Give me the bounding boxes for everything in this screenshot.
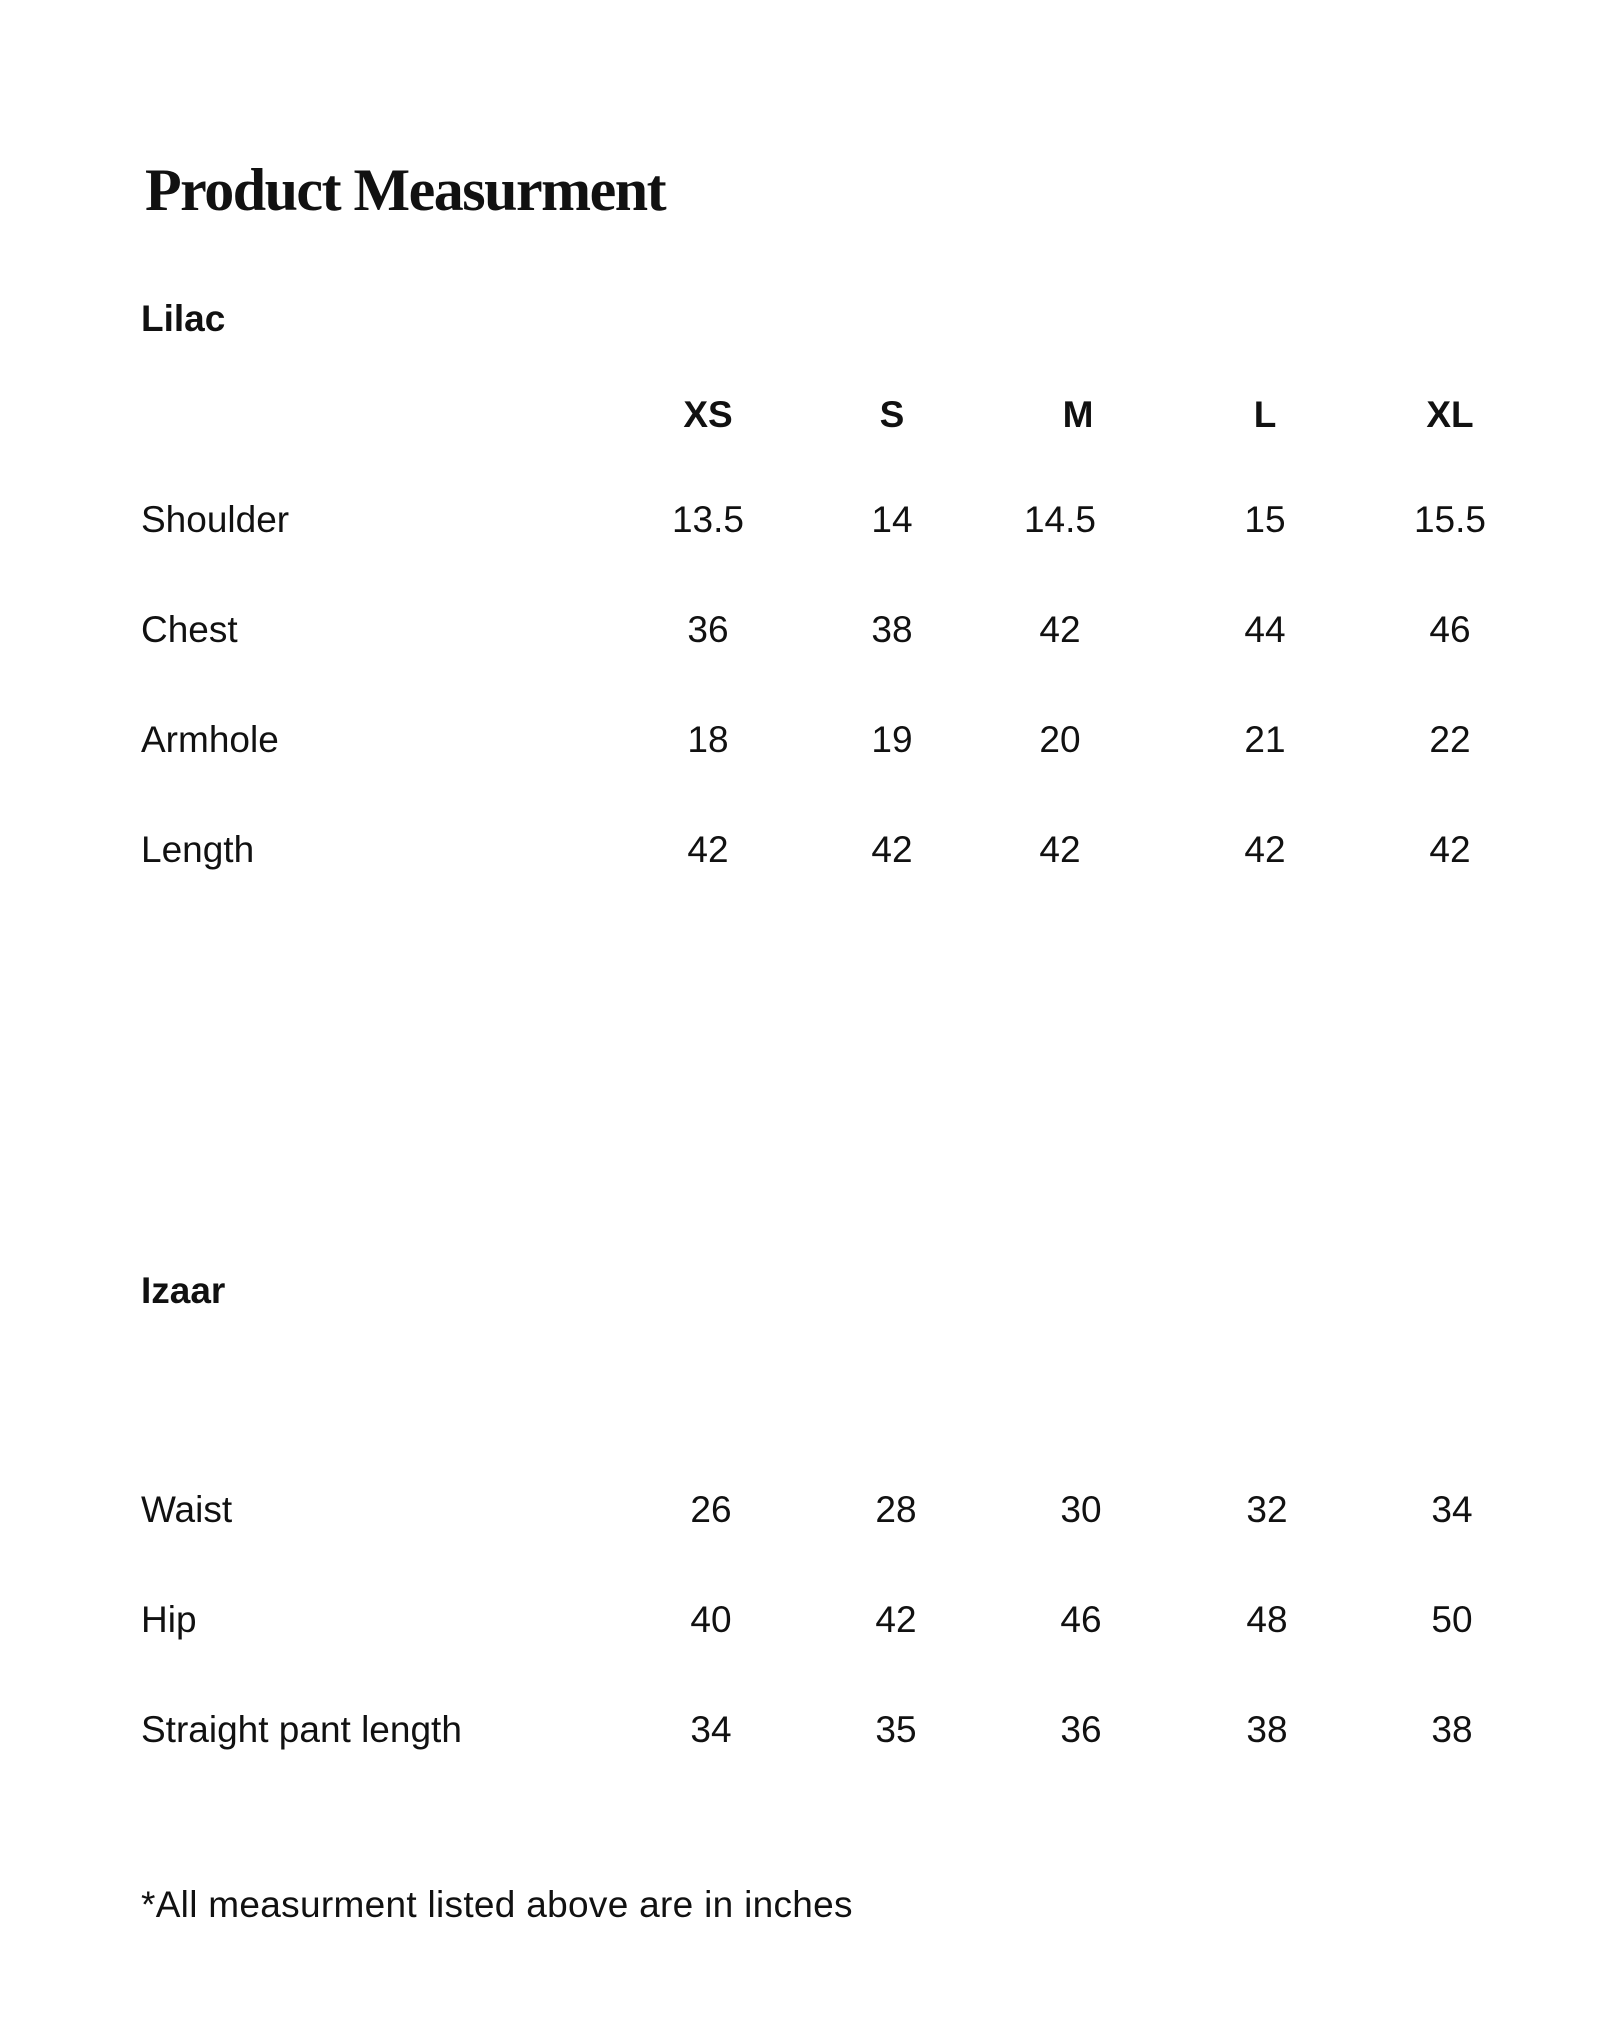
value-s: 19	[871, 719, 913, 760]
value-xs: 13.5	[671, 499, 744, 540]
value-m: 46	[1060, 1599, 1102, 1640]
value-xl: 38	[1431, 1709, 1473, 1750]
value-l: 44	[1244, 609, 1286, 650]
value-xl: 50	[1431, 1599, 1473, 1640]
value-s: 38	[871, 609, 913, 650]
value-xl: 34	[1431, 1489, 1473, 1530]
value-l: 21	[1244, 719, 1286, 760]
row-label: Chest	[141, 609, 238, 650]
value-s: 28	[875, 1489, 917, 1530]
value-l: 15	[1244, 499, 1286, 540]
value-m: 36	[1060, 1709, 1102, 1750]
value-l: 42	[1244, 829, 1286, 870]
value-xs: 26	[690, 1489, 732, 1530]
table-row-waist	[0, 1485, 1620, 1535]
row-label: Straight pant length	[141, 1709, 462, 1750]
size-header-xs: XS	[683, 394, 733, 435]
table-row-length	[0, 825, 1620, 875]
row-label: Length	[141, 829, 255, 870]
value-xs: 40	[690, 1599, 732, 1640]
size-header-s: S	[879, 394, 905, 435]
size-header-l: L	[1253, 394, 1277, 435]
value-l: 32	[1246, 1489, 1288, 1530]
value-s: 42	[875, 1599, 917, 1640]
value-xl: 15.5	[1413, 499, 1486, 540]
size-header-xl: XL	[1426, 394, 1474, 435]
value-xs: 36	[687, 609, 729, 650]
table-row-hip	[0, 1595, 1620, 1645]
row-label: Shoulder	[141, 499, 290, 540]
value-xs: 42	[687, 829, 729, 870]
value-m: 42	[1039, 829, 1081, 870]
table-row-shoulder	[0, 495, 1620, 545]
table-row-straight-pant-length	[0, 1705, 1620, 1755]
size-header-row	[0, 390, 1620, 440]
footnote: *All measurment listed above are in inches	[141, 1884, 853, 1925]
row-label: Waist	[141, 1489, 233, 1530]
value-xl: 46	[1429, 609, 1471, 650]
value-xl: 22	[1429, 719, 1471, 760]
value-xs: 18	[687, 719, 729, 760]
page-title: Product Measurment	[145, 157, 666, 223]
table-row-armhole	[0, 715, 1620, 765]
section-title-lilac: Lilac	[141, 298, 226, 339]
value-l: 48	[1246, 1599, 1288, 1640]
value-s: 35	[875, 1709, 917, 1750]
row-label: Hip	[141, 1599, 197, 1640]
section-title-izaar: Izaar	[141, 1270, 226, 1311]
value-xl: 42	[1429, 829, 1471, 870]
row-label: Armhole	[141, 719, 279, 760]
value-s: 42	[871, 829, 913, 870]
value-m: 14.5	[1023, 499, 1096, 540]
value-m: 20	[1039, 719, 1081, 760]
value-m: 42	[1039, 609, 1081, 650]
value-m: 30	[1060, 1489, 1102, 1530]
value-xs: 34	[690, 1709, 732, 1750]
value-l: 38	[1246, 1709, 1288, 1750]
size-header-m: M	[1062, 394, 1094, 435]
value-s: 14	[871, 499, 913, 540]
table-row-chest	[0, 605, 1620, 655]
